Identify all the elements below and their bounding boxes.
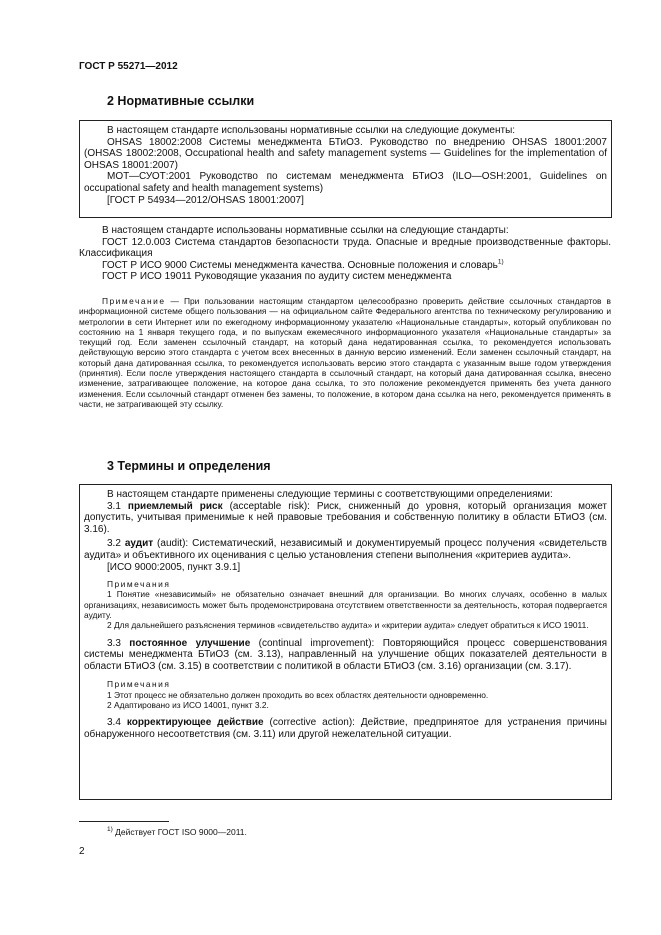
standard-item-3: ГОСТ Р ИСО 19011 Руководящие указания по аудиту систем менеджмента — [102, 271, 452, 283]
note-text: — При пользовании настоящим стандартом целесообразно проверить действие ссылочных стандартов в информационной системе общего пользования — на официальном сайте Федерального агентства по техническому регулированию и метрологии в сети Интернет или по ежегодному информационному указателю «Национальные стандарты», который опубликован по состоянию на 1 января текущего года, и по выпускам ежемесячного информационного указателя «Национальные стандарты» за текущий год. Если заменен ссылочный стандарт, на который дана недатированная ссылка, то рекомендуется использовать действующую версию этого стандарта с учетом всех внесенных в данную версию изменений. Если заменен ссылочный стандарт, на который дана датированная ссылка, то рекомендуется использовать версию этого стандарта с указанным выше годом утверждения (принятия). Если после утверждения настоящего стандарта в ссылочный стандарт, на который дана датированная ссылка, внесено изменение, затрагивающее положение, на которое дана ссылка, то это положение рекомендуется применять без учета данного изменения. Если ссылочный стандарт отменен без замены, то положение, в котором дана ссылка на него, рекомендуется применять в части, не затрагивающей эту ссылку. — [79, 296, 611, 409]
box-line-2: OHSAS 18002:2008 Системы менеджмента БТиОЗ. Руководство по внедрению OHSAS 18001:2007 (OHSAS 18002:2008, Occupational health and safety management systems — Guidelines for the implementation of OHSAS 18001:2007) — [84, 136, 607, 171]
references-note — [79, 296, 611, 409]
term-3-3-name: постоянное улучшение — [129, 637, 251, 649]
notes-1-item-2: 2 Для дальнейшего разъяснения терминов «свидетельство аудита» и «критерии аудита» следует обратиться к ИСО 19011. — [107, 620, 589, 631]
section-2-title: 2 Нормативные ссылки — [107, 94, 255, 108]
notes-1-item-1: 1 Понятие «независимый» не обязательно означает внешний для организации. Во многих случаях, особенно в малых организациях, независимость может быть продемонстрирована отсутствием ответственности за деятельность, которая подвергается аудиту. — [84, 589, 607, 621]
terms-intro: В настоящем стандарте применены следующие термины с соответствующими определениями: — [107, 489, 553, 500]
standards-intro: В настоящем стандарте использованы нормативные ссылки на следующие стандарты: — [102, 225, 509, 236]
footnote-ref: 1) — [497, 258, 504, 266]
document-code: ГОСТ Р 55271—2012 — [79, 61, 178, 72]
notes-2-item-2: 2 Адаптировано из ИСО 14001, пункт 3.2. — [107, 700, 269, 711]
notes-2-label: Примечания — [107, 679, 171, 690]
term-3-1-name: приемлемый риск — [127, 500, 223, 512]
term-3-2: 3.2 аудит (audit): Систематический, независимый и документируемый процесс получения «свидетельств аудита» и объективного их оценивания с целью установления степени выполнения «критериев аудита». — [84, 538, 607, 561]
section-3-title: 3 Термины и определения — [107, 459, 271, 473]
term-3-2-reference: [ИСО 9000:2005, пункт 3.9.1] — [107, 561, 241, 573]
box-line-4: [ГОСТ Р 54934—2012/OHSAS 18001:2007] — [107, 194, 304, 206]
page-number: 2 — [79, 846, 85, 857]
term-3-2-name: аудит — [124, 538, 154, 550]
standard-item-2: ГОСТ Р ИСО 9000 Системы менеджмента качества. Основные положения и словарь$^{1)}$ — [102, 258, 504, 271]
box-line-3: МОТ—СУОТ:2001 Руководство по системам менеджмента БТиОЗ (ILO—OSH:2001, Guidelines on occupational safety and health management systems) — [84, 171, 607, 194]
note-label: Примечание — [102, 296, 166, 306]
standards-list — [79, 225, 611, 283]
footnote-divider — [79, 821, 169, 822]
notes-1-label: Примечания — [107, 579, 171, 590]
notes-2-item-1: 1 Этот процесс не обязательно должен проходить во всех областях деятельности одновременно. — [107, 689, 489, 700]
term-3-4: 3.4 корректирующее действие (corrective action): Действие, предпринятое для устранения причины обнаруженного несоответствия (см. 3.11) или другой нежелательной ситуации. — [84, 717, 607, 740]
term-3-1: 3.1 приемлемый риск (acceptable risk): Риск, сниженный до уровня, который организация может допустить, учитывая применимые к ней правовые требования и собственную политику в области БТиОЗ (см. 3.16). — [84, 500, 608, 535]
terms-box — [79, 484, 612, 800]
term-3-4-name: корректирующее действие — [126, 717, 264, 729]
footnote-text: Действует ГОСТ ISO 9000—2011. — [112, 827, 247, 837]
box-line-1: В настоящем стандарте использованы нормативные ссылки на следующие документы: — [107, 125, 516, 136]
footnote — [107, 827, 247, 837]
footnote-mark: 1) — [107, 826, 113, 834]
references-box — [79, 120, 612, 218]
standard-item-1: ГОСТ 12.0.003 Система стандартов безопасности труда. Опасные и вредные производственные факторы. Классификация — [79, 236, 611, 260]
term-3-3: 3.3 постоянное улучшение (continual improvement): Повторяющийся процесс совершенствования системы менеджмента БТиОЗ (см. 3.13), направленный на улучшение общих показателей деятельности в области БТиОЗ (см. 3.15) в соответствии с политикой в области БТиОЗ (см. 3.16) организации (см. 3.17). — [84, 637, 607, 672]
